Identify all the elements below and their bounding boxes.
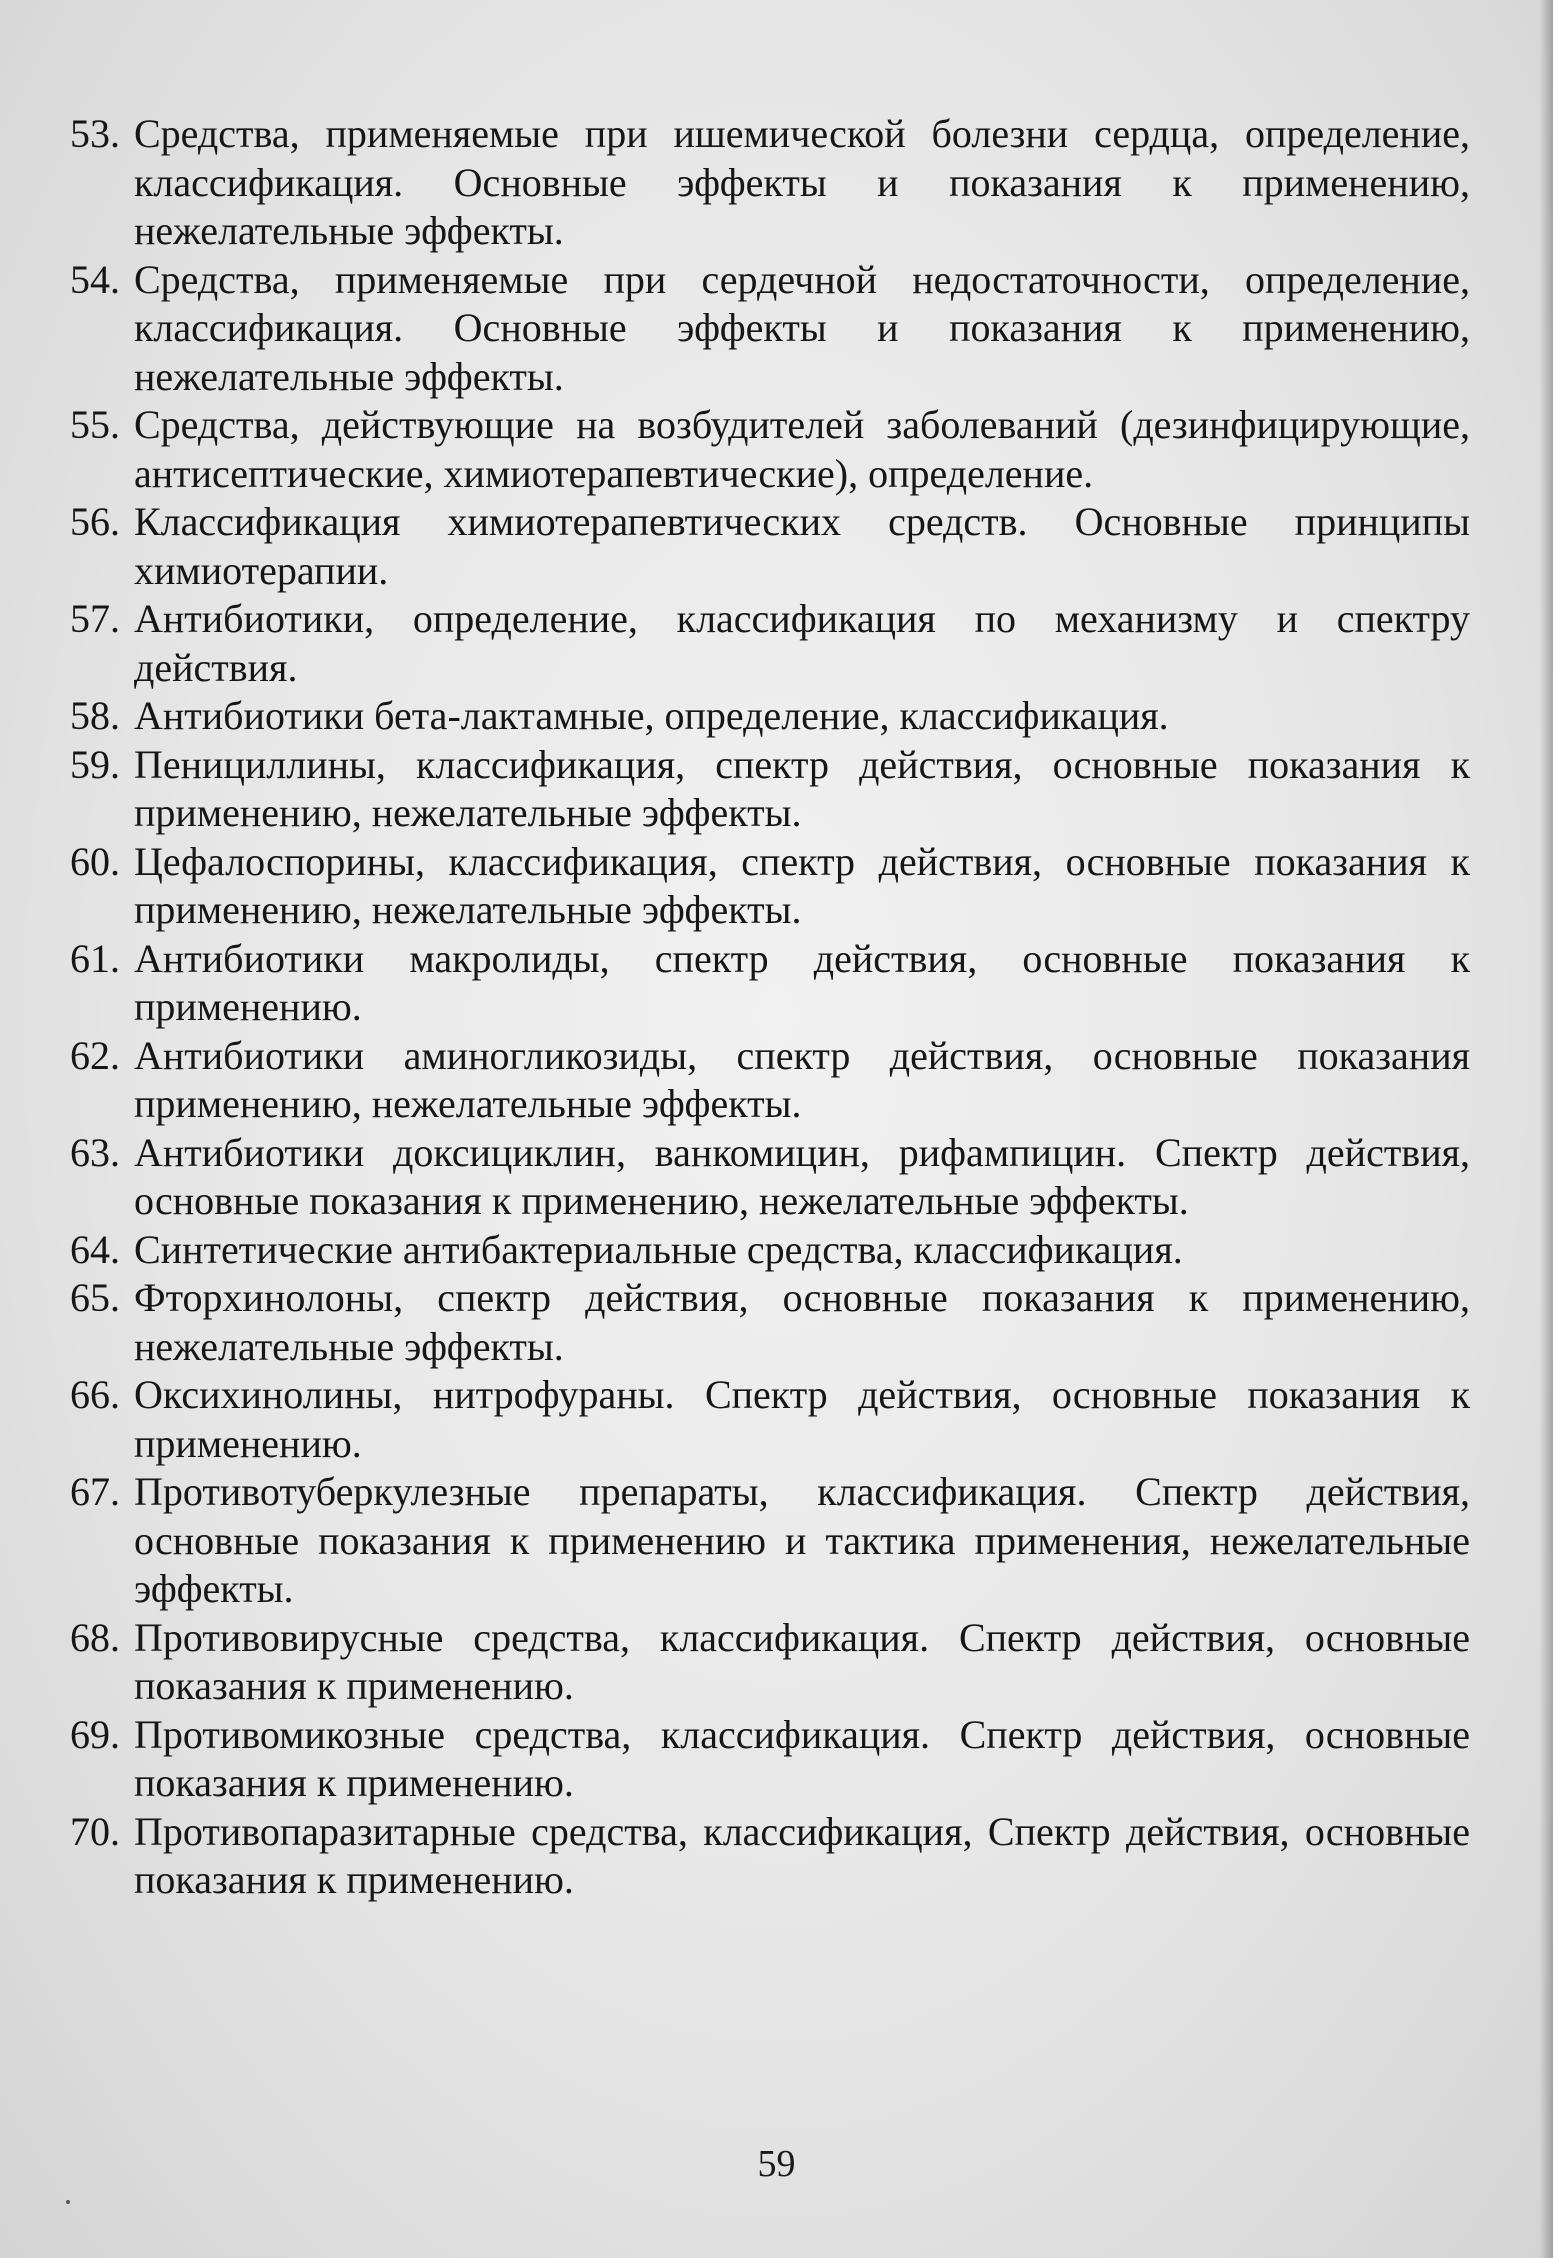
question-item <box>70 935 1470 1032</box>
question-text: Синтетические антибактериальные средства, классификация. <box>134 1226 1183 1272</box>
question-number: 70. <box>70 1808 120 1854</box>
question-item <box>70 1032 1470 1129</box>
question-text: Противотуберкулезные препараты, классификация. Спектр действия, основные показания к применению и тактика применения, нежелательные эффекты. <box>134 1469 1470 1611</box>
question-number: 68. <box>70 1614 120 1660</box>
question-item <box>70 1808 1470 1905</box>
question-item <box>70 110 1470 256</box>
question-item <box>70 595 1470 692</box>
question-text: Цефалоспорины, классификация, спектр действия, основные показания к применению, нежелательные эффекты. <box>134 838 1470 932</box>
question-text: Антибиотики, определение, классификация по механизму и спектру действия. <box>134 596 1470 690</box>
question-number: 62. <box>70 1032 120 1078</box>
question-number: 66. <box>70 1372 120 1417</box>
print-speck <box>66 2200 70 2204</box>
question-number: 58. <box>70 693 120 738</box>
question-text: Фторхинолоны, спектр действия, основные показания к применению, нежелательные эффекты. <box>134 1275 1470 1369</box>
question-item <box>70 1274 1470 1371</box>
question-number: 57. <box>70 596 120 641</box>
question-item <box>70 1371 1470 1468</box>
question-number: 67. <box>70 1469 120 1514</box>
question-text: Антибиотики аминогликозиды, спектр действия, основные показания применению, нежелательные эффекты. <box>134 1032 1470 1126</box>
question-list <box>70 110 1470 1905</box>
question-number: 56. <box>70 499 120 544</box>
question-text: Противовирусные средства, классификация. Спектр действия, основные показания к применению. <box>134 1614 1470 1708</box>
question-text: Средства, применяемые при ишемической болезни сердца, определение, классификация. Основные эффекты и показания к применению, нежелательные эффекты. <box>134 111 1470 253</box>
question-text: Оксихинолины, нитрофураны. Спектр действия, основные показания к применению. <box>134 1372 1470 1466</box>
question-text: Антибиотики макролиды, спектр действия, основные показания к применению. <box>134 935 1470 1029</box>
question-text: Противомикозные средства, классификация. Спектр действия, основные показания к применению. <box>134 1711 1470 1805</box>
question-item <box>70 1711 1470 1808</box>
question-text: Средства, применяемые при сердечной недостаточности, определение, классификация. Основные эффекты и показания к применению, нежелательные эффекты. <box>134 256 1470 399</box>
question-number: 53. <box>70 111 120 156</box>
question-item <box>70 741 1470 838</box>
question-text: Антибиотики бета-лактамные, определение, классификация. <box>134 693 1169 738</box>
question-item <box>70 401 1470 498</box>
question-item <box>70 256 1470 402</box>
question-item <box>70 1129 1470 1226</box>
question-text: Классификация химиотерапевтических средств. Основные принципы химиотерапии. <box>134 499 1470 593</box>
question-number: 64. <box>70 1226 120 1272</box>
question-text: Пенициллины, классификация, спектр действия, основные показания к применению, нежелательные эффекты. <box>134 741 1470 835</box>
question-text: Антибиотики доксициклин, ванкомицин, рифампицин. Спектр действия, основные показания к применению, нежелательные эффекты. <box>134 1129 1470 1223</box>
question-number: 54. <box>70 256 120 302</box>
question-number: 63. <box>70 1129 120 1175</box>
question-number: 61. <box>70 935 120 981</box>
question-text: Противопаразитарные средства, классификация, Спектр действия, основные показания к применению. <box>134 1808 1470 1902</box>
question-number: 55. <box>70 402 120 447</box>
page-edge-shadow <box>1539 0 1553 2258</box>
question-item <box>70 1614 1470 1711</box>
question-number: 65. <box>70 1275 120 1320</box>
question-number: 69. <box>70 1711 120 1757</box>
question-item <box>70 498 1470 595</box>
question-text: Средства, действующие на возбудителей заболеваний (дезинфицирующие, антисептические, химиотерапевтические), определение. <box>134 402 1470 496</box>
question-number: 60. <box>70 838 120 884</box>
question-item <box>70 692 1470 741</box>
question-item <box>70 838 1470 935</box>
question-number: 59. <box>70 741 120 787</box>
question-item <box>70 1226 1470 1275</box>
question-item <box>70 1468 1470 1614</box>
page-number: 59 <box>757 2143 796 2185</box>
